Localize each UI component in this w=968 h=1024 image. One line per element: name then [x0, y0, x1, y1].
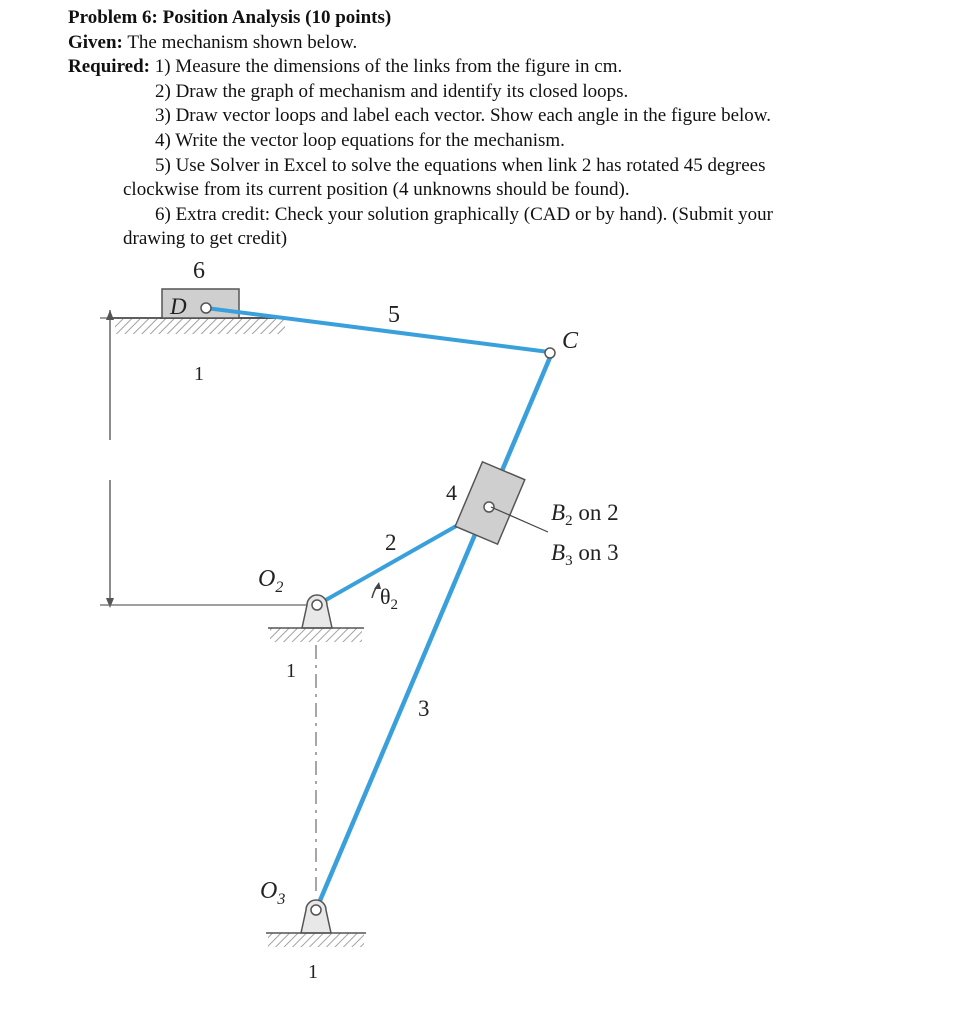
required-item-6: 6) Extra credit: Check your solution graphically (CAD or by hand). (Submit your — [155, 203, 773, 225]
label-ground-1-mid: 1 — [286, 660, 296, 682]
label-b3: $B_3$ on 3 — [551, 540, 619, 569]
label-theta2: $\theta_2$ — [380, 584, 399, 613]
label-slider-d: D — [170, 294, 187, 319]
required-item-2: 2) Draw the graph of mechanism and identify its closed loops. — [155, 80, 629, 102]
required-item-5-cont: clockwise from its current position (4 unknowns should be found). — [123, 179, 630, 201]
required-item-5: 5) Use Solver in Excel to solve the equations when link 2 has rotated 45 degrees — [155, 154, 766, 176]
pin-c — [545, 348, 555, 358]
label-ground-1-top: 1 — [194, 363, 204, 385]
required-item-4: 4) Write the vector loop equations for the mechanism. — [155, 129, 565, 151]
label-link-3: 3 — [418, 696, 430, 721]
label-ground-1-bottom: 1 — [308, 961, 318, 983]
required-line: Required: 1) Measure the dimensions of the links from the figure in cm. — [68, 56, 623, 78]
given-line: Given: The mechanism shown below. — [68, 31, 358, 53]
label-link-6: 6 — [193, 258, 205, 284]
label-link-4: 4 — [446, 480, 457, 505]
pin-b — [484, 502, 494, 512]
required-item-3: 3) Draw vector loops and label each vector. Show each angle in the figure below. — [155, 105, 772, 127]
ground-pivot-o2 — [268, 595, 364, 642]
vertical-dimension — [100, 310, 308, 608]
label-o2: $O_2$ — [258, 566, 284, 596]
label-link-2: 2 — [385, 530, 397, 555]
top-ground — [110, 318, 285, 334]
label-link-5: 5 — [388, 302, 400, 328]
required-item-6-cont: drawing to get credit) — [123, 228, 288, 250]
label-o3: $O_3$ — [260, 878, 286, 908]
problem-title: Problem 6: Position Analysis (10 points) — [68, 7, 392, 28]
label-point-c: C — [562, 328, 579, 354]
pin-d — [201, 303, 211, 313]
label-b2: $B_2$ on 2 — [551, 500, 619, 529]
